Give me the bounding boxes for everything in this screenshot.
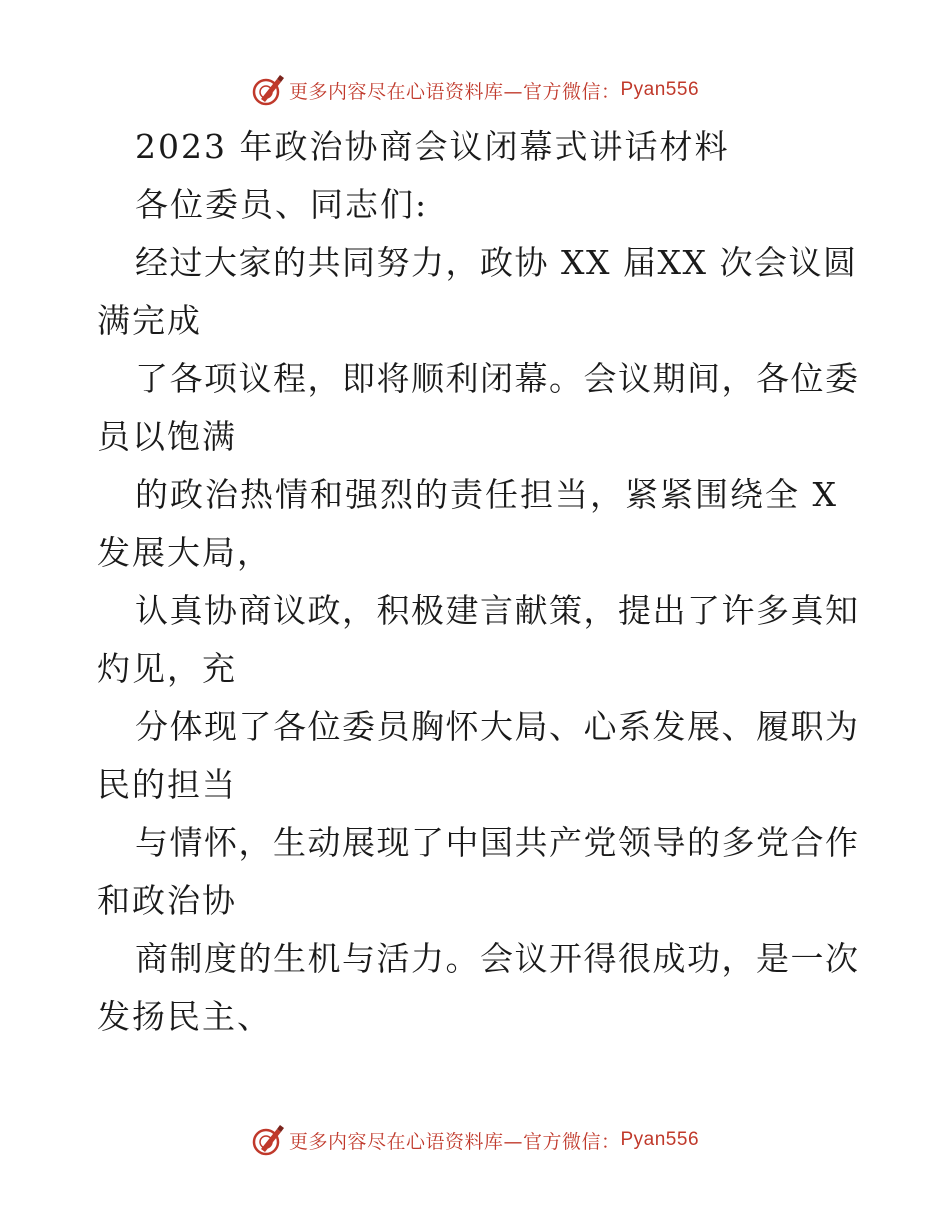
watermark-text: 更多内容尽在心语资料库—官方微信：	[288, 1130, 621, 1153]
text-line: 经过大家的共同努力，政协 XX 届XX 次会议圆	[135, 243, 858, 282]
red-pen-logo-icon	[251, 1123, 285, 1157]
salutation: 各位委员、同志们:	[135, 185, 429, 224]
text-line: 发扬民主、	[97, 997, 272, 1036]
text-line: 的政治热情和强烈的责任担当，紧紧围绕全 X	[135, 475, 838, 514]
text-line: 商制度的生机与活力。会议开得很成功，是一次	[135, 939, 860, 978]
document-title: 2023 年政治协商会议闭幕式讲话材料	[135, 127, 730, 166]
text-line: 分体现了各位委员胸怀大局、心系发展、履职为	[135, 707, 860, 746]
text-line: 与情怀，生动展现了中国共产党领导的多党合作	[135, 823, 860, 862]
text-line: 满完成	[97, 301, 202, 340]
text-line: 发展大局，	[97, 533, 272, 572]
text-line: 民的担当	[97, 765, 237, 804]
text-line: 灼见，充	[97, 649, 237, 688]
text-line: 员以饱满	[97, 417, 237, 456]
red-pen-logo-icon	[251, 73, 285, 107]
text-line: 认真协商议政，积极建言献策，提出了许多真知	[135, 591, 860, 630]
watermark-text: 更多内容尽在心语资料库—官方微信：	[288, 80, 621, 103]
text-line: 和政治协	[97, 881, 237, 920]
document-body	[97, 118, 867, 1046]
header-watermark	[0, 70, 950, 110]
footer-watermark	[0, 1120, 950, 1160]
text-line: 了各项议程，即将顺利闭幕。会议期间，各位委	[135, 359, 860, 398]
wechat-id: Pyan556	[620, 1129, 700, 1150]
wechat-id: Pyan556	[620, 79, 700, 100]
